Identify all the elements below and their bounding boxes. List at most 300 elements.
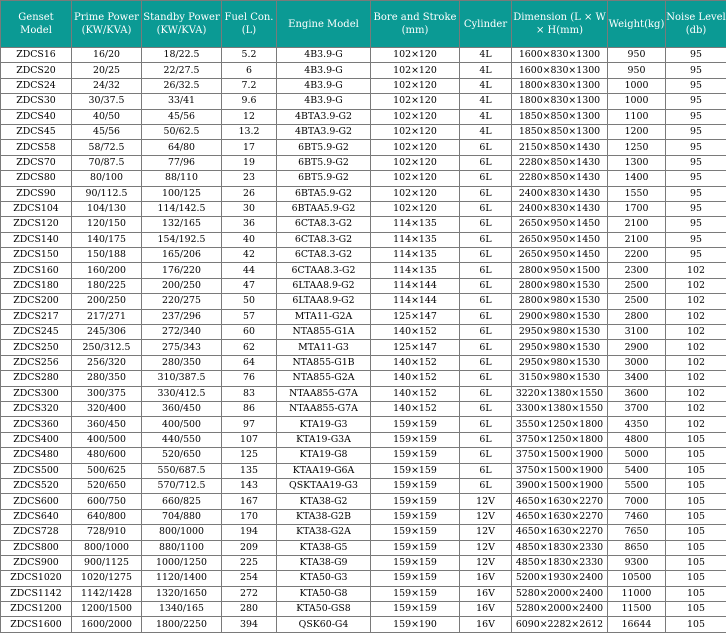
table-cell: 6L [460, 278, 512, 293]
table-cell: 95 [666, 186, 726, 201]
table-cell: 114/142.5 [142, 201, 222, 216]
table-cell: 1800/2250 [142, 617, 222, 632]
table-cell: 275/343 [142, 340, 222, 355]
column-header: Engine Model [277, 1, 371, 48]
table-cell: 2950×980×1530 [512, 355, 608, 370]
table-cell: 12V [460, 494, 512, 509]
table-cell: 12 [222, 109, 277, 124]
table-row [1, 340, 726, 355]
table-cell: 105 [666, 540, 726, 555]
table-row [1, 555, 726, 570]
table-cell: 11500 [608, 602, 666, 617]
table-cell: 97 [222, 417, 277, 432]
table-row [1, 386, 726, 401]
table-cell: 30 [222, 201, 277, 216]
table-cell: 5400 [608, 463, 666, 478]
table-cell: 102 [666, 401, 726, 416]
table-cell: ZDCS160 [1, 263, 72, 278]
table-row [1, 355, 726, 370]
table-cell: KTA50-G3 [277, 571, 371, 586]
table-cell: 3750×1500×1900 [512, 463, 608, 478]
table-cell: 1000 [608, 78, 666, 93]
table-cell: 114×135 [371, 232, 460, 247]
table-cell: ZDCS30 [1, 94, 72, 109]
table-row [1, 432, 726, 447]
table-cell: 480/600 [72, 448, 142, 463]
table-cell: 95 [666, 248, 726, 263]
table-cell: 50 [222, 294, 277, 309]
table-cell: 800/1000 [142, 525, 222, 540]
table-cell: ZDCS245 [1, 325, 72, 340]
table-cell: 76 [222, 371, 277, 386]
table-cell: 114×144 [371, 294, 460, 309]
table-row [1, 294, 726, 309]
table-cell: 125 [222, 448, 277, 463]
table-cell: 5200×1930×2400 [512, 571, 608, 586]
table-row [1, 48, 726, 63]
column-header: Fuel Con. (L) [222, 1, 277, 48]
table-cell: 102 [666, 417, 726, 432]
table-cell: KTA19-G3 [277, 417, 371, 432]
table-cell: 5500 [608, 478, 666, 493]
table-cell: 400/500 [72, 432, 142, 447]
table-cell: 62 [222, 340, 277, 355]
table-cell: 1850×850×1300 [512, 109, 608, 124]
table-cell: QSKTAA19-G3 [277, 478, 371, 493]
table-cell: 159×159 [371, 448, 460, 463]
table-header-row [1, 1, 726, 48]
table-cell: 1300 [608, 155, 666, 170]
table-cell: 36 [222, 217, 277, 232]
table-cell: 1142/1428 [72, 586, 142, 601]
table-cell: 64/80 [142, 140, 222, 155]
table-cell: 40 [222, 232, 277, 247]
table-cell: 1550 [608, 186, 666, 201]
table-cell: 102 [666, 263, 726, 278]
table-cell: ZDCS250 [1, 340, 72, 355]
table-row [1, 171, 726, 186]
table-cell: 105 [666, 602, 726, 617]
table-cell: 6L [460, 325, 512, 340]
table-cell: 6L [460, 371, 512, 386]
table-cell: 140×152 [371, 401, 460, 416]
table-cell: NTAA855-G7A [277, 386, 371, 401]
table-cell: 102×120 [371, 94, 460, 109]
table-cell: 550/687.5 [142, 463, 222, 478]
table-row [1, 448, 726, 463]
table-cell: 23 [222, 171, 277, 186]
table-cell: 220/275 [142, 294, 222, 309]
table-cell: 2280×850×1430 [512, 171, 608, 186]
table-cell: 6L [460, 355, 512, 370]
table-cell: 2500 [608, 294, 666, 309]
table-row [1, 232, 726, 247]
table-cell: 44 [222, 263, 277, 278]
table-cell: KTA38-G2 [277, 494, 371, 509]
table-cell: ZDCS1600 [1, 617, 72, 632]
table-cell: 105 [666, 555, 726, 570]
table-cell: 102×120 [371, 201, 460, 216]
table-cell: 24/32 [72, 78, 142, 93]
table-cell: 7.2 [222, 78, 277, 93]
table-cell: 1700 [608, 201, 666, 216]
table-cell: 6CTAA8.3-G2 [277, 263, 371, 278]
table-cell: 95 [666, 94, 726, 109]
table-row [1, 617, 726, 632]
table-cell: 45/56 [142, 109, 222, 124]
table-cell: 159×159 [371, 525, 460, 540]
table-cell: 2500 [608, 278, 666, 293]
table-cell: 114×135 [371, 217, 460, 232]
table-cell: 900/1125 [72, 555, 142, 570]
table-cell: 159×190 [371, 617, 460, 632]
table-row [1, 401, 726, 416]
table-row [1, 263, 726, 278]
table-cell: 105 [666, 432, 726, 447]
table-cell: 6L [460, 401, 512, 416]
table-cell: 42 [222, 248, 277, 263]
table-cell: NTA855-G1A [277, 325, 371, 340]
table-cell: 6BT5.9-G2 [277, 171, 371, 186]
table-cell: 4L [460, 78, 512, 93]
table-row [1, 309, 726, 324]
table-cell: 102×120 [371, 48, 460, 63]
table-cell: ZDCS520 [1, 478, 72, 493]
table-cell: ZDCS728 [1, 525, 72, 540]
table-cell: 12V [460, 525, 512, 540]
table-cell: 4L [460, 124, 512, 139]
table-cell: KTA38-G5 [277, 540, 371, 555]
table-cell: 11000 [608, 586, 666, 601]
table-cell: 3700 [608, 401, 666, 416]
table-cell: ZDCS16 [1, 48, 72, 63]
table-cell: 114×144 [371, 278, 460, 293]
table-cell: 102 [666, 278, 726, 293]
table-cell: 102×120 [371, 124, 460, 139]
table-cell: 1100 [608, 109, 666, 124]
table-cell: 950 [608, 48, 666, 63]
table-cell: 132/165 [142, 217, 222, 232]
table-cell: 102×120 [371, 63, 460, 78]
table-cell: QSK60-G4 [277, 617, 371, 632]
table-cell: 105 [666, 525, 726, 540]
table-row [1, 94, 726, 109]
table-cell: 250/312.5 [72, 340, 142, 355]
table-cell: 2400×830×1430 [512, 186, 608, 201]
table-row [1, 109, 726, 124]
table-cell: 95 [666, 48, 726, 63]
table-cell: 3100 [608, 325, 666, 340]
table-cell: 6L [460, 217, 512, 232]
column-header: Prime Power (KW/KVA) [72, 1, 142, 48]
table-body [1, 48, 726, 633]
table-cell: 3300×1380×1550 [512, 401, 608, 416]
table-cell: 660/825 [142, 494, 222, 509]
table-cell: 26 [222, 186, 277, 201]
table-row [1, 371, 726, 386]
table-cell: ZDCS58 [1, 140, 72, 155]
table-cell: ZDCS1200 [1, 602, 72, 617]
table-cell: 16644 [608, 617, 666, 632]
table-cell: 4850×1830×2330 [512, 540, 608, 555]
table-cell: 159×159 [371, 494, 460, 509]
table-cell: ZDCS900 [1, 555, 72, 570]
table-cell: 6LTAA8.9-G2 [277, 294, 371, 309]
table-cell: 4650×1630×2270 [512, 494, 608, 509]
table-row [1, 586, 726, 601]
column-header: Bore and Stroke (mm) [371, 1, 460, 48]
table-row [1, 478, 726, 493]
table-cell: 9300 [608, 555, 666, 570]
table-cell: 1020/1275 [72, 571, 142, 586]
table-cell: 95 [666, 232, 726, 247]
table-cell: ZDCS70 [1, 155, 72, 170]
table-cell: 2800×980×1530 [512, 278, 608, 293]
table-cell: 6BT5.9-G2 [277, 155, 371, 170]
table-cell: 95 [666, 201, 726, 216]
table-cell: 2800×950×1500 [512, 263, 608, 278]
table-cell: 1200/1500 [72, 602, 142, 617]
table-cell: 1600/2000 [72, 617, 142, 632]
table-cell: 105 [666, 509, 726, 524]
table-cell: NTAA855-G7A [277, 401, 371, 416]
table-cell: 520/650 [72, 478, 142, 493]
table-cell: 30/37.5 [72, 94, 142, 109]
table-row [1, 201, 726, 216]
table-cell: 22/27.5 [142, 63, 222, 78]
table-cell: 4800 [608, 432, 666, 447]
table-cell: 2900×980×1530 [512, 309, 608, 324]
table-cell: 1600×830×1300 [512, 48, 608, 63]
table-cell: 159×159 [371, 432, 460, 447]
table-cell: 2650×950×1450 [512, 248, 608, 263]
table-cell: NTA855-G2A [277, 371, 371, 386]
table-cell: ZDCS80 [1, 171, 72, 186]
table-cell: 2800 [608, 309, 666, 324]
table-cell: 194 [222, 525, 277, 540]
table-cell: ZDCS104 [1, 201, 72, 216]
column-header: Standby Power (KW/KVA) [142, 1, 222, 48]
table-cell: 6BTAA5.9-G2 [277, 201, 371, 216]
table-cell: 2650×950×1450 [512, 217, 608, 232]
table-cell: 45/56 [72, 124, 142, 139]
table-row [1, 417, 726, 432]
table-cell: 95 [666, 217, 726, 232]
table-cell: 10500 [608, 571, 666, 586]
table-cell: ZDCS800 [1, 540, 72, 555]
table-row [1, 463, 726, 478]
table-cell: 5000 [608, 448, 666, 463]
table-cell: 6L [460, 432, 512, 447]
table-cell: 256/320 [72, 355, 142, 370]
table-cell: 440/550 [142, 432, 222, 447]
table-cell: 102 [666, 294, 726, 309]
table-cell: 105 [666, 571, 726, 586]
table-cell: 1000/1250 [142, 555, 222, 570]
table-cell: 209 [222, 540, 277, 555]
table-cell: KTA19-G8 [277, 448, 371, 463]
table-cell: 102×120 [371, 140, 460, 155]
table-cell: 3750×1500×1900 [512, 448, 608, 463]
table-cell: ZDCS256 [1, 355, 72, 370]
table-cell: ZDCS500 [1, 463, 72, 478]
table-cell: 6L [460, 294, 512, 309]
table-cell: 704/880 [142, 509, 222, 524]
table-cell: ZDCS320 [1, 401, 72, 416]
table-cell: ZDCS360 [1, 417, 72, 432]
table-cell: ZDCS640 [1, 509, 72, 524]
table-cell: 300/375 [72, 386, 142, 401]
table-cell: ZDCS24 [1, 78, 72, 93]
table-cell: KTA19-G3A [277, 432, 371, 447]
table-cell: 237/296 [142, 309, 222, 324]
table-cell: 1800×830×1300 [512, 94, 608, 109]
table-cell: ZDCS180 [1, 278, 72, 293]
table-cell: ZDCS400 [1, 432, 72, 447]
table-cell: 254 [222, 571, 277, 586]
table-cell: 16V [460, 602, 512, 617]
table-cell: 800/1000 [72, 540, 142, 555]
table-cell: 245/306 [72, 325, 142, 340]
table-cell: 80/100 [72, 171, 142, 186]
table-row [1, 278, 726, 293]
table-cell: 60 [222, 325, 277, 340]
table-cell: ZDCS280 [1, 371, 72, 386]
table-cell: 4BTA3.9-G2 [277, 124, 371, 139]
table-cell: 16V [460, 571, 512, 586]
table-cell: 165/206 [142, 248, 222, 263]
table-cell: 2280×850×1430 [512, 155, 608, 170]
column-header: Genset Model [1, 1, 72, 48]
table-cell: 6BT5.9-G2 [277, 140, 371, 155]
table-row [1, 540, 726, 555]
table-cell: 1850×850×1300 [512, 124, 608, 139]
table-cell: 4BTA3.9-G2 [277, 109, 371, 124]
table-cell: 200/250 [72, 294, 142, 309]
table-cell: ZDCS1142 [1, 586, 72, 601]
column-header: Cylinder [460, 1, 512, 48]
table-cell: 2400×830×1430 [512, 201, 608, 216]
table-cell: 6L [460, 463, 512, 478]
table-cell: 2900 [608, 340, 666, 355]
table-cell: 180/225 [72, 278, 142, 293]
table-row [1, 63, 726, 78]
table-cell: 4L [460, 94, 512, 109]
table-row [1, 325, 726, 340]
table-cell: 4350 [608, 417, 666, 432]
table-cell: 154/192.5 [142, 232, 222, 247]
table-cell: ZDCS200 [1, 294, 72, 309]
table-cell: 159×159 [371, 555, 460, 570]
table-cell: 95 [666, 78, 726, 93]
table-cell: 13.2 [222, 124, 277, 139]
table-cell: 217/271 [72, 309, 142, 324]
table-cell: 1120/1400 [142, 571, 222, 586]
table-cell: 6L [460, 140, 512, 155]
table-cell: 1000 [608, 94, 666, 109]
table-cell: 160/200 [72, 263, 142, 278]
table-cell: 159×159 [371, 478, 460, 493]
table-cell: 102 [666, 386, 726, 401]
table-cell: 159×159 [371, 509, 460, 524]
table-cell: 90/112.5 [72, 186, 142, 201]
table-cell: 70/87.5 [72, 155, 142, 170]
table-cell: 40/50 [72, 109, 142, 124]
table-cell: 150/188 [72, 248, 142, 263]
table-cell: 3750×1250×1800 [512, 432, 608, 447]
table-cell: 114×135 [371, 248, 460, 263]
table-cell: 57 [222, 309, 277, 324]
table-cell: 2800×980×1530 [512, 294, 608, 309]
table-cell: 6L [460, 248, 512, 263]
table-cell: 280/350 [72, 371, 142, 386]
table-cell: 200/250 [142, 278, 222, 293]
table-cell: 50/62.5 [142, 124, 222, 139]
table-cell: 33/41 [142, 94, 222, 109]
table-cell: 100/125 [142, 186, 222, 201]
table-cell: ZDCS480 [1, 448, 72, 463]
table-cell: 1600×830×1300 [512, 63, 608, 78]
table-cell: 570/712.5 [142, 478, 222, 493]
table-row [1, 140, 726, 155]
table-cell: MTA11-G2A [277, 309, 371, 324]
table-cell: 102 [666, 309, 726, 324]
table-cell: 6L [460, 386, 512, 401]
table-cell: 95 [666, 171, 726, 186]
table-cell: 107 [222, 432, 277, 447]
table-cell: 102 [666, 371, 726, 386]
table-cell: 159×159 [371, 417, 460, 432]
table-cell: 12V [460, 555, 512, 570]
table-cell: 105 [666, 617, 726, 632]
table-cell: 2950×980×1530 [512, 325, 608, 340]
table-cell: 47 [222, 278, 277, 293]
table-cell: 159×159 [371, 586, 460, 601]
table-cell: 950 [608, 63, 666, 78]
table-cell: 330/412.5 [142, 386, 222, 401]
table-cell: 280 [222, 602, 277, 617]
table-cell: 400/500 [142, 417, 222, 432]
table-cell: 83 [222, 386, 277, 401]
table-cell: 16V [460, 617, 512, 632]
table-cell: 640/800 [72, 509, 142, 524]
table-cell: 88/110 [142, 171, 222, 186]
table-cell: 140×152 [371, 325, 460, 340]
table-cell: 159×159 [371, 571, 460, 586]
table-cell: 2200 [608, 248, 666, 263]
table-cell: ZDCS140 [1, 232, 72, 247]
table-cell: 125×147 [371, 309, 460, 324]
table-cell: 4B3.9-G [277, 48, 371, 63]
table-cell: 125×147 [371, 340, 460, 355]
table-cell: 12V [460, 540, 512, 555]
table-cell: 95 [666, 155, 726, 170]
table-cell: 104/130 [72, 201, 142, 216]
table-row [1, 155, 726, 170]
table-cell: 3900×1500×1900 [512, 478, 608, 493]
table-cell: 3600 [608, 386, 666, 401]
table-cell: 16/20 [72, 48, 142, 63]
table-cell: ZDCS90 [1, 186, 72, 201]
table-cell: MTA11-G3 [277, 340, 371, 355]
table-cell: 4B3.9-G [277, 94, 371, 109]
table-cell: 3150×980×1530 [512, 371, 608, 386]
table-cell: 7650 [608, 525, 666, 540]
table-cell: 272 [222, 586, 277, 601]
table-cell: 2950×980×1530 [512, 340, 608, 355]
table-row [1, 124, 726, 139]
table-cell: 1250 [608, 140, 666, 155]
